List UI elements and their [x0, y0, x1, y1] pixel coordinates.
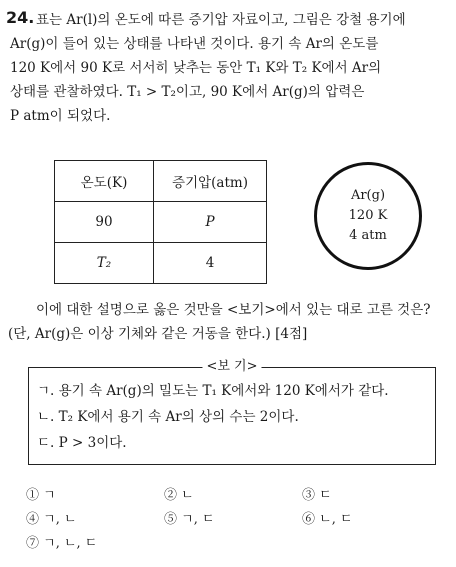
bogi-box [28, 359, 436, 465]
answer-choice[interactable]: ⑤ ㄱ, ㄷ [164, 512, 215, 527]
bogi-title: <보 기> [202, 359, 261, 375]
bogi-item: ㄱ. 용기 속 Ar(g)의 밀도는 T₁ K에서와 120 K에서가 같다. [37, 383, 389, 399]
prompt-line: (단, Ar(g)은 이상 기체와 같은 거동을 한다.) [4점] [8, 326, 308, 342]
answer-choice[interactable]: ① ㄱ [26, 488, 56, 503]
table-header-row [55, 161, 267, 202]
prompt-line: 이에 대한 설명으로 옳은 것만을 <보기>에서 있는 대로 고른 것은? [36, 302, 431, 318]
answer-choice[interactable]: ④ ㄱ, ㄴ [26, 512, 77, 527]
bogi-item: ㄷ. P > 3이다. [37, 435, 127, 451]
answer-choice[interactable]: ③ ㄷ [302, 488, 332, 503]
table-header-vapor-pressure: 증기압(atm) [154, 161, 267, 202]
answer-choice[interactable]: ⑥ ㄴ, ㄷ [302, 512, 353, 527]
table-header-temperature: 온도(K) [55, 161, 154, 202]
vapor-pressure-table [54, 160, 267, 284]
question-prompt [8, 298, 448, 346]
bogi-item: ㄴ. T₂ K에서 용기 속 Ar의 상의 수는 2이다. [37, 409, 299, 425]
answer-choices [26, 486, 446, 554]
stem-line: P atm이 되었다. [10, 108, 111, 124]
table-cell: 4 [154, 243, 267, 284]
answer-choice[interactable]: ⑦ ㄱ, ㄴ, ㄷ [26, 536, 98, 551]
table-row [55, 243, 267, 284]
steel-vessel-diagram [314, 162, 422, 270]
stem-line: Ar(g)이 들어 있는 상태를 나타낸 것이다. 용기 속 Ar의 온도를 [10, 36, 379, 52]
vessel-label-pressure: 4 atm [349, 228, 387, 243]
table-cell: P [154, 202, 267, 243]
vessel-label-temperature: 120 K [348, 208, 388, 223]
stem-line: 표는 Ar(l)의 온도에 따른 증기압 자료이고, 그림은 강철 용기에 [36, 12, 406, 28]
bogi-items [37, 378, 389, 456]
stem-line: 120 K에서 90 K로 서서히 낮추는 동안 T₁ K와 T₂ K에서 Ar의 [10, 60, 382, 76]
table-row [55, 202, 267, 243]
question-number: 24. [6, 8, 35, 27]
table-cell: T₂ [55, 243, 154, 284]
answer-choice[interactable]: ② ㄴ [164, 488, 194, 503]
stem-line: 상태를 관찰하였다. T₁ > T₂이고, 90 K에서 Ar(g)의 압력은 [10, 84, 365, 100]
vessel-label-substance: Ar(g) [350, 188, 386, 203]
table-cell: 90 [55, 202, 154, 243]
